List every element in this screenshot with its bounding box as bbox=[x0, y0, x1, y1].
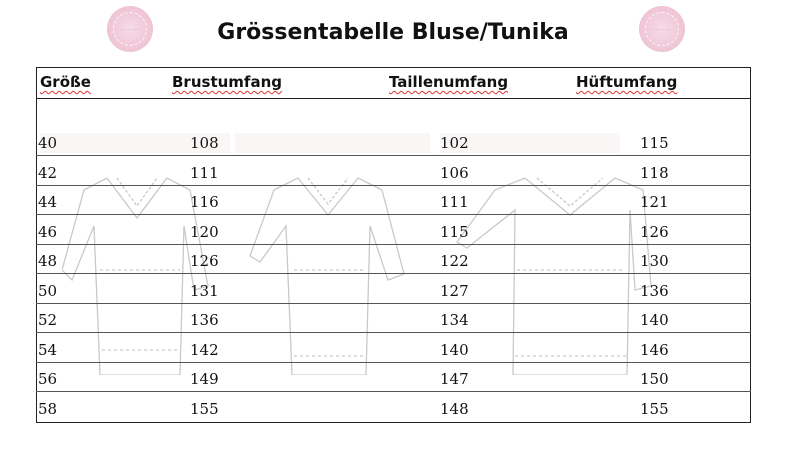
header-divider bbox=[36, 98, 751, 99]
table-cell-bust: 142 bbox=[190, 341, 219, 359]
table-cell-waist: 115 bbox=[440, 223, 469, 241]
table-cell-hip: 146 bbox=[640, 341, 669, 359]
table-cell-size: 50 bbox=[38, 282, 58, 300]
table-cell-size: 54 bbox=[38, 341, 58, 359]
table-cell-size: 52 bbox=[38, 311, 58, 329]
table-cell-hip: 121 bbox=[640, 193, 669, 211]
table-cell-size: 42 bbox=[38, 164, 58, 182]
table-cell-bust: 131 bbox=[190, 282, 219, 300]
table-cell-hip: 130 bbox=[640, 252, 669, 270]
table-cell-size: 56 bbox=[38, 370, 58, 388]
table-cell-hip: 155 bbox=[640, 400, 669, 418]
header-waist: Taillenumfang bbox=[389, 73, 509, 91]
row-band bbox=[235, 133, 430, 153]
table-cell-bust: 155 bbox=[190, 400, 219, 418]
table-cell-hip: 140 bbox=[640, 311, 669, 329]
table-cell-hip: 115 bbox=[640, 134, 669, 152]
table-cell-waist: 148 bbox=[440, 400, 469, 418]
table-cell-size: 58 bbox=[38, 400, 58, 418]
header-size: Größe bbox=[40, 73, 91, 91]
table-cell-waist: 127 bbox=[440, 282, 469, 300]
table-cell-waist: 122 bbox=[440, 252, 469, 270]
table-cell-waist: 134 bbox=[440, 311, 469, 329]
row-divider bbox=[36, 303, 751, 304]
table-cell-waist: 111 bbox=[440, 193, 469, 211]
table-cell-waist: 140 bbox=[440, 341, 469, 359]
table-cell-size: 46 bbox=[38, 223, 58, 241]
brand-logo-right: · · · · · · bbox=[639, 6, 685, 52]
row-divider bbox=[36, 391, 751, 392]
table-cell-bust: 126 bbox=[190, 252, 219, 270]
table-cell-bust: 120 bbox=[190, 223, 219, 241]
header-hip: Hüftumfang bbox=[576, 73, 678, 91]
table-cell-hip: 118 bbox=[640, 164, 669, 182]
table-cell-bust: 136 bbox=[190, 311, 219, 329]
table-cell-waist: 147 bbox=[440, 370, 469, 388]
row-divider bbox=[36, 155, 751, 156]
table-cell-waist: 102 bbox=[440, 134, 469, 152]
table-cell-waist: 106 bbox=[440, 164, 469, 182]
table-cell-bust: 116 bbox=[190, 193, 219, 211]
table-cell-hip: 136 bbox=[640, 282, 669, 300]
table-cell-size: 48 bbox=[38, 252, 58, 270]
table-cell-hip: 150 bbox=[640, 370, 669, 388]
row-divider bbox=[36, 214, 751, 215]
table-cell-hip: 126 bbox=[640, 223, 669, 241]
header-bust: Brustumfang bbox=[172, 73, 282, 91]
table-cell-bust: 111 bbox=[190, 164, 219, 182]
row-divider bbox=[36, 332, 751, 333]
page-title: Grössentabelle Bluse/Tunika bbox=[217, 20, 569, 45]
row-divider bbox=[36, 244, 751, 245]
table-cell-size: 44 bbox=[38, 193, 58, 211]
brand-logo-left: · · · · · · bbox=[107, 6, 153, 52]
row-divider bbox=[36, 185, 751, 186]
table-cell-bust: 149 bbox=[190, 370, 219, 388]
table-cell-bust: 108 bbox=[190, 134, 219, 152]
row-divider bbox=[36, 362, 751, 363]
table-cell-size: 40 bbox=[38, 134, 58, 152]
row-divider bbox=[36, 273, 751, 274]
